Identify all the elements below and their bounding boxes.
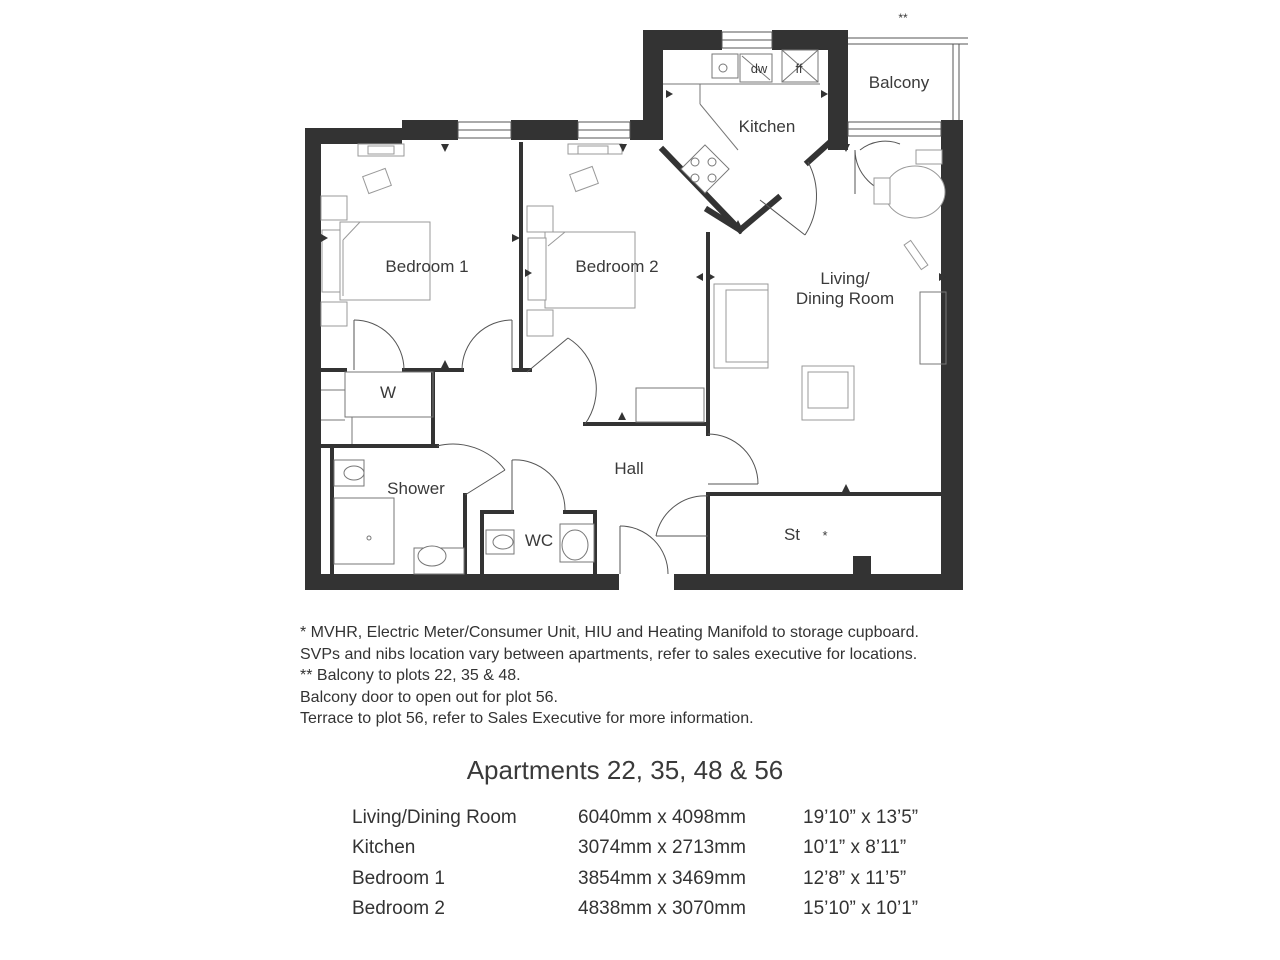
- balcony-label: Balcony: [868, 73, 930, 92]
- imperial-size: 12’8” x 11’5”: [803, 867, 907, 889]
- bedroom1-label: Bedroom 1: [385, 257, 469, 276]
- hall-label: Hall: [614, 459, 644, 478]
- table-row: [352, 833, 983, 863]
- note-line: * MVHR, Electric Meter/Consumer Unit, HIU and Heating Manifold to storage cupboard.: [300, 624, 919, 641]
- metric-size: 6040mm x 4098mm: [578, 807, 746, 829]
- plan-title-wrap: [0, 755, 1280, 786]
- kitchen-label: Kitchen: [738, 117, 796, 136]
- note-line: ** Balcony to plots 22, 35 & 48.: [300, 667, 521, 684]
- table-row: [352, 894, 983, 924]
- bedroom2-label: Bedroom 2: [575, 257, 659, 276]
- room-name: Bedroom 1: [352, 867, 445, 889]
- shower-label: Shower: [387, 479, 445, 498]
- notes-block: [300, 622, 1020, 730]
- metric-size: 4838mm x 3070mm: [578, 898, 746, 920]
- wc-label: WC: [524, 531, 554, 550]
- note-line: SVPs and nibs location vary between apartments, refer to sales executive for locations.: [300, 645, 918, 663]
- exterior-walls: [305, 30, 963, 590]
- note-line: Balcony door to open out for plot 56.: [300, 688, 558, 706]
- interior-walls: [321, 144, 947, 576]
- room-name: Bedroom 2: [352, 898, 445, 920]
- store-marker: *: [822, 528, 828, 543]
- living-label-line2: Dining Room: [795, 289, 895, 308]
- balcony-marker: **: [898, 11, 908, 25]
- imperial-size: 19’10” x 13’5”: [803, 807, 919, 829]
- wardrobe-label: W: [379, 383, 397, 402]
- doors: [354, 141, 900, 574]
- dishwasher-label: dw: [750, 61, 768, 76]
- metric-size: 3854mm x 3469mm: [578, 867, 746, 889]
- fridge-freezer-label: ff: [795, 61, 803, 76]
- imperial-size: 15’10” x 10’1”: [803, 898, 919, 920]
- plan-title: Apartments 22, 35, 48 & 56: [466, 755, 784, 785]
- room-name: Kitchen: [352, 837, 416, 859]
- note-line: Terrace to plot 56, refer to Sales Executive for more information.: [300, 710, 754, 727]
- dimensions-table: [352, 803, 983, 924]
- living-label-line1: Living/: [820, 269, 870, 288]
- store-label: St: [783, 525, 801, 544]
- bedroom1-furniture: [321, 144, 430, 326]
- imperial-size: 10’1” x 8’11”: [803, 837, 907, 859]
- table-row: [352, 864, 983, 894]
- room-name: Living/Dining Room: [352, 807, 517, 829]
- bedroom2-furniture: [527, 144, 635, 336]
- table-row: [352, 803, 983, 833]
- metric-size: 3074mm x 2713mm: [578, 837, 746, 859]
